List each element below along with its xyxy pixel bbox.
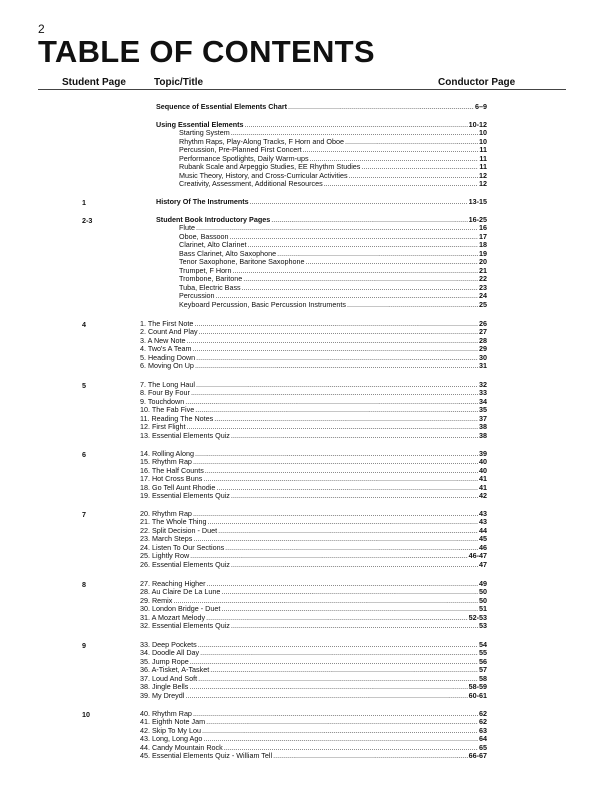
toc-exercise [140,432,487,440]
dot-leader [192,345,478,353]
toc-entry-title: 31. A Mozart Melody [140,612,206,622]
dot-leader [288,103,474,111]
conductor-page-number: 50 [479,587,487,597]
toc-exercise [140,328,487,336]
toc-exercise [140,683,487,691]
conductor-page-number: 51 [479,604,487,614]
conductor-page-number: 11 [479,162,487,172]
conductor-page-number: 22 [479,274,487,284]
dot-leader [232,267,478,275]
dot-leader [206,614,467,622]
dot-leader [185,692,467,700]
dot-leader [305,258,478,266]
dot-leader [349,172,478,180]
dot-leader [196,381,478,389]
dot-leader [218,527,478,535]
conductor-page-number: 57 [479,665,487,675]
conductor-page-number: 33 [479,388,487,398]
conductor-page-number: 41 [479,474,487,484]
dot-leader [271,216,467,224]
conductor-page-number: 44 [479,525,487,535]
conductor-page-number: 28 [479,335,487,345]
toc-entry-title: Bass Clarinet, Alto Saxophone [179,248,277,258]
toc-entry-title: Flute [179,223,195,233]
dot-leader [242,284,478,292]
dot-leader [196,224,478,232]
toc-entry-title: 40. Rhythm Rap [140,709,192,718]
toc-entry-title: 22. Split Decision - Duet [140,525,218,535]
dot-leader [248,241,478,249]
toc-exercise [140,362,487,370]
conductor-page-number: 32 [479,380,487,389]
conductor-page-number: 65 [479,742,487,752]
dot-leader [277,250,478,258]
dot-leader [231,432,478,440]
dot-leader [193,510,478,518]
toc-entry-title: 39. My Dreydl [140,690,185,700]
toc-exercise [140,561,487,569]
conductor-page-number: 55 [479,648,487,658]
conductor-page-number: 11 [479,145,487,155]
toc-entry-title: 36. A-Tisket, A-Tasket [140,665,210,675]
conductor-page-number: 37 [479,413,487,423]
dot-leader [231,561,478,569]
dot-leader [198,675,478,683]
dot-leader [195,406,478,414]
conductor-page-number: 20 [479,257,487,267]
toc-entry-title: 1. The First Note [140,319,194,328]
conductor-page-number: 42 [479,491,487,501]
toc-entry-title: 12. First Flight [140,422,186,432]
conductor-page-number: 53 [479,621,487,631]
dot-leader [190,552,467,560]
student-page-number: 10 [82,710,90,719]
toc-entry-title: Music Theory, History, and Cross-Curricular Activities [179,170,348,180]
toc-entry-title: Trumpet, F Horn [179,265,232,275]
toc-entry-title: 11. Reading The Notes [140,413,214,423]
header-divider [38,89,566,90]
toc-entry-title: 20. Rhythm Rap [140,509,192,518]
page-title: TABLE OF CONTENTS [38,34,375,69]
toc-entry-title: History Of The Instruments [156,197,249,206]
toc-entry-title: 30. London Bridge - Duet [140,604,221,614]
dot-leader [196,354,478,362]
conductor-page-number: 46 [479,542,487,552]
conductor-page-number: 50 [479,595,487,605]
dot-leader [193,458,478,466]
toc-exercise [140,622,487,630]
toc-exercise [140,450,487,458]
toc-entry-title: Keyboard Percussion, Basic Percussion Instruments [179,299,346,309]
toc-subentry [179,301,487,309]
toc-entry-title: 4. Two's A Team [140,344,192,354]
dot-leader [193,710,478,718]
dot-leader [202,727,478,735]
dot-leader [250,198,468,206]
toc-entry-title: 38. Jingle Bells [140,682,189,692]
toc-entry-title: 16. The Half Counts [140,465,204,475]
conductor-page-number: 30 [479,352,487,362]
toc-entry-title: 33. Deep Pockets [140,640,197,649]
toc-entry-title: 41. Eighth Note Jam [140,717,206,727]
toc-entry-title: Clarinet, Alto Clarinet [179,240,247,250]
toc-entry-title: Performance Spotlights, Daily Warm-ups [179,153,309,163]
conductor-page-number: 13-15 [468,197,487,206]
dot-leader [221,588,478,596]
dot-leader [203,735,478,743]
conductor-page-number: 46-47 [468,551,487,561]
student-page-header: Student Page [62,77,126,88]
toc-subentry [179,284,487,292]
dot-leader [189,683,467,691]
dot-leader [231,622,478,630]
toc-entry-title: 13. Essential Elements Quiz [140,430,230,440]
toc-entry-title: 45. Essential Elements Quiz - William Tell [140,751,273,761]
toc-entry-title: 21. The Whole Thing [140,517,207,527]
conductor-page-number: 49 [479,579,487,588]
toc-entry-title: 34. Doodle All Day [140,648,200,658]
toc-section [156,198,487,206]
conductor-page-number: 11 [479,153,487,163]
toc-exercise [140,381,487,389]
conductor-page-number: 47 [479,559,487,569]
conductor-page-number: 43 [479,509,487,518]
conductor-page-number: 66-67 [468,751,487,761]
toc-entry-title: 18. Go Tell Aunt Rhodie [140,482,216,492]
conductor-page-number: 58 [479,673,487,683]
student-page-number: 7 [82,510,86,519]
toc-entry-title: 43. Long, Long Ago [140,734,203,744]
toc-exercise [140,544,487,552]
dot-leader [225,544,478,552]
toc-entry-title: 37. Loud And Soft [140,673,198,683]
toc-entry-title: 17. Hot Cross Buns [140,474,203,484]
student-page-number: 2-3 [82,216,93,225]
toc-section [156,103,487,111]
conductor-page-number: 62 [479,709,487,718]
dot-leader [200,649,478,657]
toc-entry-title: 6. Moving On Up [140,361,194,371]
conductor-page-number: 34 [479,396,487,406]
toc-entry-title: 3. A New Note [140,335,186,345]
toc-entry-title: 5. Heading Down [140,352,196,362]
conductor-page-number: 17 [479,231,487,241]
conductor-page-number: 39 [479,449,487,458]
conductor-page-number: 18 [479,240,487,250]
toc-entry-title: 32. Essential Elements Quiz [140,621,230,631]
toc-entry-title: 15. Rhythm Rap [140,457,192,467]
dot-leader [187,337,478,345]
conductor-page-number: 52-53 [468,612,487,622]
toc-entry-title: 7. The Long Haul [140,380,196,389]
dot-leader [361,163,478,171]
conductor-page-number: 31 [479,361,487,371]
toc-entry-title: 14. Rolling Along [140,449,194,458]
student-page-number: 6 [82,450,86,459]
conductor-page-number: 56 [479,656,487,666]
toc-entry-title: 10. The Fab Five [140,405,195,415]
dot-leader [303,146,479,154]
toc-entry-title: 26. Essential Elements Quiz [140,559,230,569]
toc-entry-title: 9. Touchdown [140,396,185,406]
conductor-page-number: 23 [479,282,487,292]
conductor-page-number: 6–9 [475,102,487,111]
toc-entry-title: Tuba, Electric Bass [179,282,241,292]
dot-leader [195,362,478,370]
conductor-page-number: 54 [479,640,487,649]
conductor-page-header: Conductor Page [438,77,516,88]
toc-entry-title: Using Essential Elements [156,120,244,129]
toc-entry-title: 2. Count And Play [140,327,198,337]
dot-leader [190,658,478,666]
dot-leader [210,666,478,674]
dot-leader [244,121,467,129]
dot-leader [185,398,478,406]
conductor-page-number: 26 [479,319,487,328]
toc-entry-title: 44. Candy Mountain Rock [140,742,223,752]
toc-entry-title: 27. Reaching Higher [140,579,206,588]
dot-leader [203,475,478,483]
dot-leader [207,580,478,588]
conductor-page-number: 25 [479,299,487,309]
toc-entry-title: Sequence of Essential Elements Chart [156,102,288,111]
conductor-page-number: 58-59 [468,682,487,692]
dot-leader [206,718,478,726]
conductor-page-number: 40 [479,465,487,475]
toc-entry-title: Starting System [179,128,230,138]
conductor-page-number: 12 [479,170,487,180]
conductor-page-number: 64 [479,734,487,744]
dot-leader [216,484,478,492]
conductor-page-number: 40 [479,457,487,467]
toc-entry-title: Oboe, Bassoon [179,231,229,241]
dot-leader [195,450,478,458]
toc-entry-title: Percussion [179,291,215,301]
toc-entry-title: 35. Jump Rope [140,656,189,666]
toc-exercise [140,588,487,596]
toc-entry-title: 19. Essential Elements Quiz [140,491,230,501]
toc-entry-title: 25. Lightly Row [140,551,190,561]
toc-entry-title: 8. Four By Four [140,388,190,398]
conductor-page-number: 45 [479,534,487,544]
conductor-page-number: 12 [479,179,487,189]
toc-entry-title: Creativity, Assessment, Additional Resources [179,179,323,189]
dot-leader [194,320,478,328]
student-page-number: 1 [82,198,86,207]
toc-entry-title: 29. Remix [140,595,173,605]
dot-leader [347,301,478,309]
toc-exercise [140,649,487,657]
conductor-page-number: 29 [479,344,487,354]
conductor-page-number: 10 [479,128,487,138]
toc-exercise [140,389,487,397]
student-page-number: 4 [82,320,86,329]
dot-leader [205,467,478,475]
conductor-page-number: 35 [479,405,487,415]
student-page-number: 8 [82,580,86,589]
toc-entry-title: Percussion, Pre-Planned First Concert [179,145,302,155]
toc-exercise [140,752,487,760]
toc-exercise [140,415,487,423]
dot-leader [199,328,478,336]
page-number: 2 [38,22,45,36]
conductor-page-number: 24 [479,291,487,301]
conductor-page-number: 62 [479,717,487,727]
student-page-number: 5 [82,381,86,390]
conductor-page-number: 10-12 [468,120,487,129]
conductor-page-number: 16-25 [468,215,487,224]
student-page-number: 9 [82,641,86,650]
toc-exercise [140,675,487,683]
toc-entry-title: 23. March Steps [140,534,193,544]
toc-entry-title: Rubank Scale and Arpeggio Studies, EE Rhythm Studies [179,162,361,172]
conductor-page-number: 16 [479,223,487,233]
conductor-page-number: 19 [479,248,487,258]
toc-exercise [140,337,487,345]
dot-leader [324,180,478,188]
conductor-page-number: 21 [479,265,487,275]
dot-leader [273,752,468,760]
dot-leader [198,641,478,649]
toc-entry-title: Student Book Introductory Pages [156,215,271,224]
conductor-page-number: 38 [479,422,487,432]
toc-entry-title: 42. Skip To My Lou [140,725,201,735]
toc-entry-title: 24. Listen To Our Sections [140,542,225,552]
dot-leader [231,492,478,500]
toc-exercise [140,492,487,500]
toc-subentry [179,180,487,188]
dot-leader [243,275,478,283]
toc-entry-title: Tenor Saxophone, Baritone Saxophone [179,257,305,267]
dot-leader [214,415,478,423]
toc-exercise [140,692,487,700]
dot-leader [207,518,478,526]
dot-leader [221,605,478,613]
toc-exercise [140,527,487,535]
toc-entry-title: Rhythm Raps, Play-Along Tracks, F Horn and Oboe [179,136,344,146]
conductor-page-number: 60-61 [468,690,487,700]
conductor-page-number: 10 [479,136,487,146]
dot-leader [187,423,478,431]
conductor-page-number: 43 [479,517,487,527]
toc-entry-title: Trombone, Baritone [179,274,243,284]
conductor-page-number: 63 [479,725,487,735]
topic-title-header: Topic/Title [154,77,204,88]
toc-entry-title: 28. Au Claire De La Lune [140,587,221,597]
dot-leader [193,535,478,543]
dot-leader [230,233,478,241]
conductor-page-number: 41 [479,482,487,492]
conductor-page-number: 27 [479,327,487,337]
dot-leader [191,389,478,397]
toc-section [156,216,487,224]
dot-leader [345,138,478,146]
conductor-page-number: 38 [479,430,487,440]
